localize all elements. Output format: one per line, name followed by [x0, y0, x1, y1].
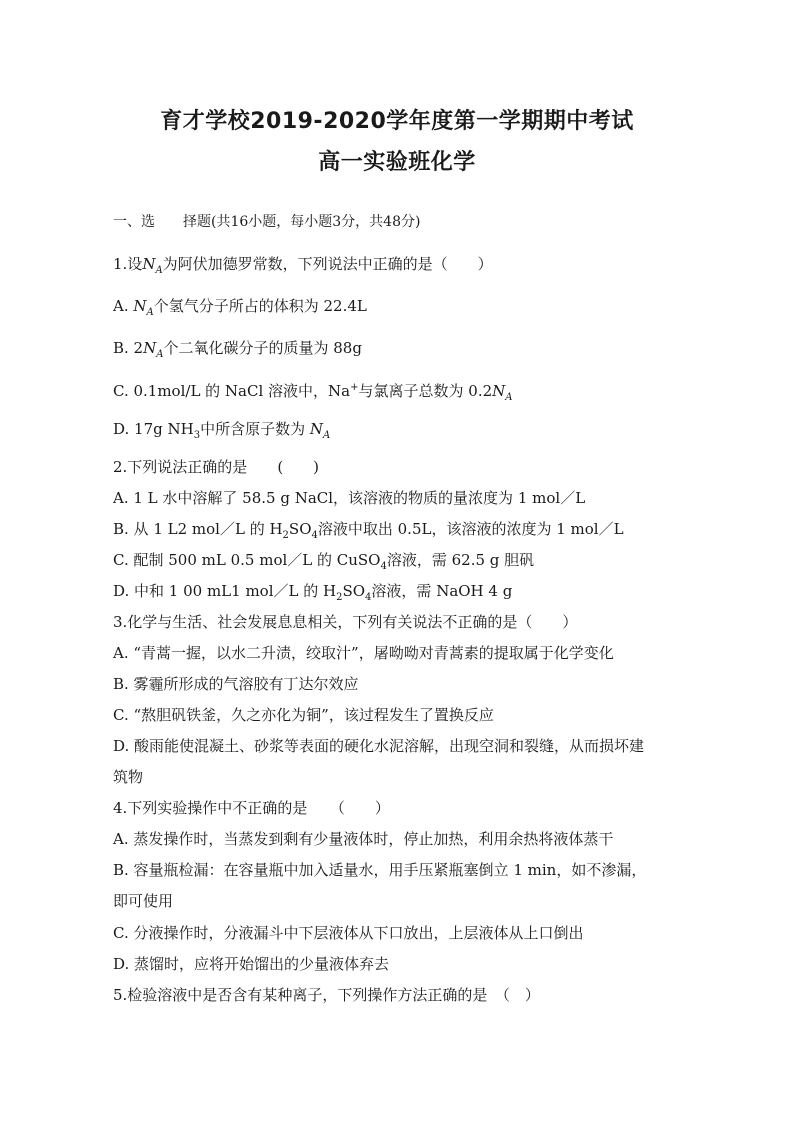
- q2-option-b: B. 从 1 L2 mol／L 的 $H_2SO_4$溶液中取出 0.5L，该溶液的浓度为 1 mol／L: [113, 520, 624, 541]
- q2-option-c: C. 配制 500 mL 0.5 mol／L 的 CuSO$_4$溶液，需 62.5 g 胆矾: [113, 551, 535, 572]
- q3-stem: 3.化学与生活、社会发展息息相关，下列有关说法不正确的是（ ）: [113, 613, 578, 631]
- q4-option-b-continued: 即可使用: [113, 892, 174, 910]
- q3-option-b: B. 雾霾所形成的气溶胶有丁达尔效应: [113, 675, 359, 693]
- exam-subtitle: 高一实验班化学: [318, 150, 476, 175]
- q1-option-c: C. 0.1mol/L 的 NaCl 溶液中，Na+与氯离子总数为 $0.2N_A$: [113, 382, 513, 403]
- q4-option-a: A. 蒸发操作时，当蒸发到剩有少量液体时，停止加热，利用余热将液体蒸干: [113, 830, 614, 848]
- q4-stem: 4.下列实验操作中不正确的是 （ ）: [113, 799, 390, 817]
- q4-option-c: C. 分液操作时，分液漏斗中下层液体从下口放出，上层液体从上口倒出: [113, 924, 584, 942]
- q3-option-d: D. 酸雨能使混凝土、砂浆等表面的硬化水泥溶解，出现空洞和裂缝，从而损坏建: [113, 737, 645, 755]
- q4-option-d: D. 蒸馏时，应将开始馏出的少量液体弃去: [113, 955, 390, 973]
- q1-option-b: B. $2N_A$个二氧化碳分子的质量为 88g: [113, 339, 362, 360]
- q3-option-a: A. “青蒿一握，以水二升渍，绞取汁”，屠呦呦对青蒿素的提取属于化学变化: [113, 644, 614, 662]
- q5-stem: 5.检验溶液中是否含有某种离子，下列操作方法正确的是 （ ）: [113, 986, 540, 1004]
- q2-option-d: D. 中和 1 00 mL1 mol／L 的 $H_2SO_4$溶液，需 NaOH 4 g: [113, 582, 513, 603]
- q3-option-c: C. “熬胆矾铁釜，久之亦化为铜”，该过程发生了置换反应: [113, 706, 494, 724]
- section-heading: 一、选 择题(共16小题，每小题3分，共48分): [113, 214, 421, 230]
- q1-option-a: A. $N_A$个氢气分子所占的体积为 22.4L: [113, 297, 367, 318]
- q2-option-a: A. 1 L 水中溶解了 58.5 g NaCl，该溶液的物质的量浓度为 1 mol／L: [113, 489, 586, 507]
- q2-stem: 2.下列说法正确的是 ( ): [113, 458, 320, 476]
- q1-stem: 1.设$N_A$为阿伏加德罗常数，下列说法中正确的是（ ）: [113, 255, 493, 276]
- exam-title: 育才学校2019-2020学年度第一学期期中考试: [160, 109, 634, 134]
- q4-option-b: B. 容量瓶检漏：在容量瓶中加入适量水，用手压紧瓶塞倒立 1 min，如不渗漏，: [113, 861, 647, 879]
- q3-option-d-continued: 筑物: [113, 768, 144, 786]
- q1-option-d: D. 17g $NH_3$中所含原子数为 $N_A$: [113, 420, 331, 441]
